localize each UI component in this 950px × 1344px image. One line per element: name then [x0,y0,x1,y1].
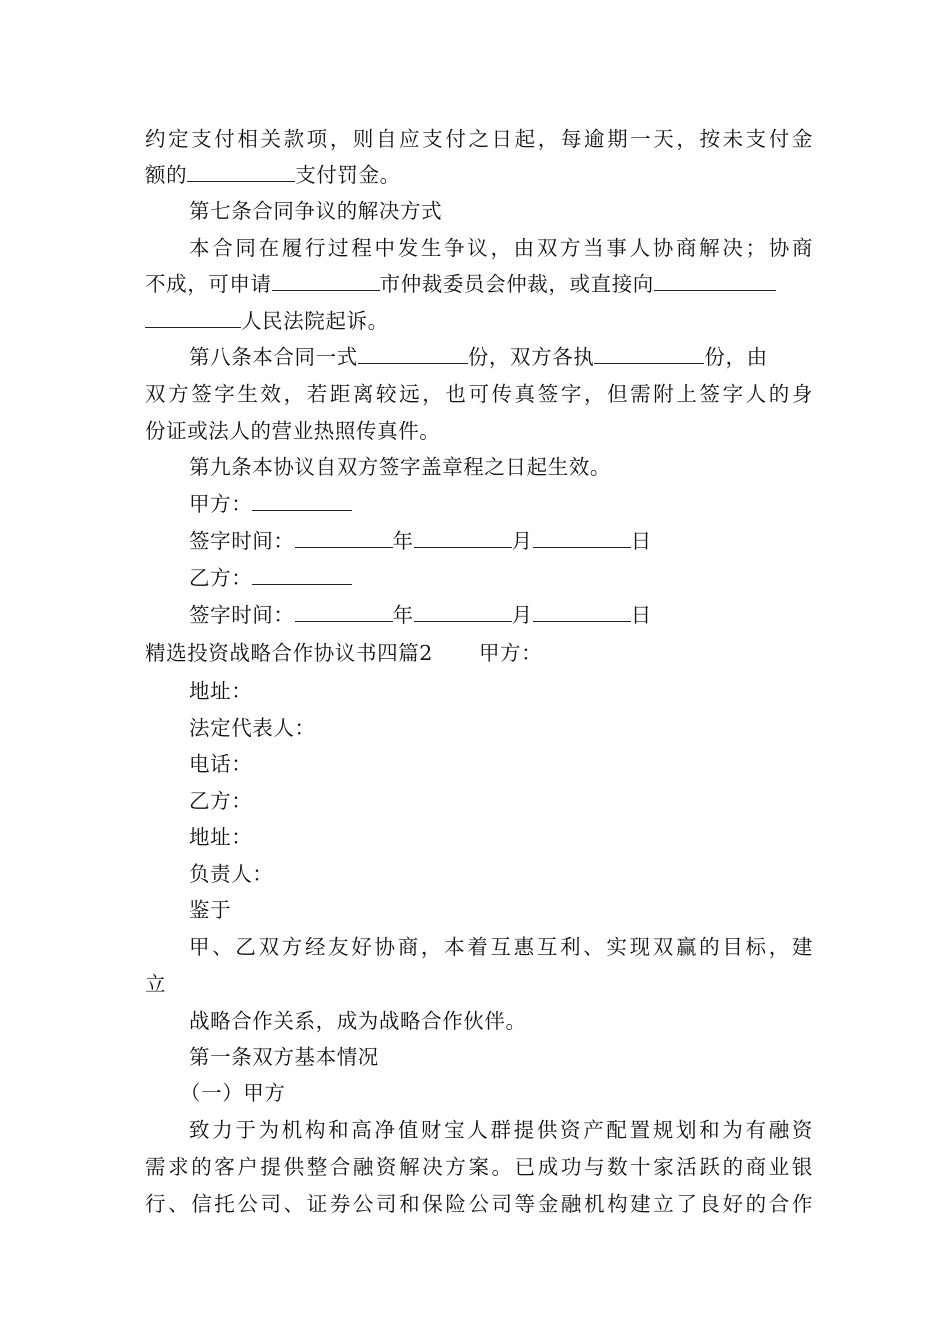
blank-field [594,343,704,364]
text-fragment: 份，双方各执 [467,345,595,369]
blank-field [272,270,380,291]
field-label: 法定代表人： [189,716,316,740]
text-line: 份证或法人的营业热照传真件。 [145,419,441,443]
blank-field [295,601,393,622]
text-line [189,342,813,372]
field-label: 地址： [189,825,253,849]
text-fragment: 年 [392,529,414,553]
text-line: 甲、乙双方经友好协商，本着互惠互利、实现双赢的目标，建 [189,935,813,959]
text-line [145,160,813,190]
section-heading: 第九条本协议自双方签字盖章程之日起生效。 [189,455,611,479]
text-line [145,269,813,299]
signature-line [189,563,813,593]
blank-field [145,307,241,328]
blank-field [414,601,512,622]
section-heading: 第七条合同争议的解决方式 [189,199,443,223]
text-fragment: 日 [630,529,652,553]
section-heading: 第一条双方基本情况 [189,1045,379,1069]
blank-field [358,343,468,364]
blank-field [252,564,352,585]
text-line: 鉴于 [189,898,232,922]
text-fragment: 年 [392,603,414,627]
text-line: 立 [145,972,167,996]
text-fragment: 月 [511,529,533,553]
text-fragment: 日 [630,603,652,627]
document-title: 精选投资战略合作协议书四篇2 [145,641,433,665]
text-line: 需求的客户提供整合融资解决方案。已成功与数十家活跃的商业银 [145,1155,813,1179]
text-line: 约定支付相关款项，则自应支付之日起，每逾期一天，按未支付金 [145,127,813,151]
subsection-heading: （一）甲方 [180,1081,286,1105]
blank-field [252,490,352,511]
text-line: 行、信托公司、证券公司和保险公司等金融机构建立了良好的合作 [145,1192,813,1216]
text-fragment: 不成，可申请 [145,272,272,296]
text-fragment: 市仲裁委员会仲裁，或直接向 [379,272,654,296]
text-line: 本合同在履行过程中发生争议，由双方当事人协商解决；协商 [189,236,813,260]
field-label: 负责人： [189,862,274,886]
signature-date-line [189,600,813,630]
blank-field [295,527,393,548]
field-label: 乙方： [189,789,253,813]
blank-field [533,601,631,622]
text-line [145,638,813,668]
text-fragment: 额的 [145,163,188,187]
text-line: 战略合作关系，成为战略合作伙伴。 [189,1009,527,1033]
field-label: 甲方： [189,492,253,516]
field-label: 地址： [189,679,253,703]
field-label: 乙方： [189,566,253,590]
blank-field [187,161,295,182]
blank-field [414,527,512,548]
blank-field [533,527,631,548]
text-line: 致力于为机构和高净值财宝人群提供资产配置规划和为有融资 [189,1118,813,1142]
signature-date-line [189,526,813,556]
field-label: 甲方： [478,641,543,665]
text-line: 双方签字生效，若距离较远，也可传真签字，但需附上签字人的身 [145,382,813,406]
text-fragment: 份，由 [704,345,768,369]
text-fragment: 支付罚金。 [295,163,401,187]
text-line [145,306,813,336]
text-fragment: 第八条本合同一式 [189,345,358,369]
signature-line [189,489,813,519]
text-fragment: 月 [511,603,533,627]
text-fragment: 人民法院起诉。 [241,309,389,333]
blank-field [654,270,776,291]
field-label: 电话： [189,752,253,776]
field-label: 签字时间： [189,529,295,553]
field-label: 签字时间： [189,603,295,627]
